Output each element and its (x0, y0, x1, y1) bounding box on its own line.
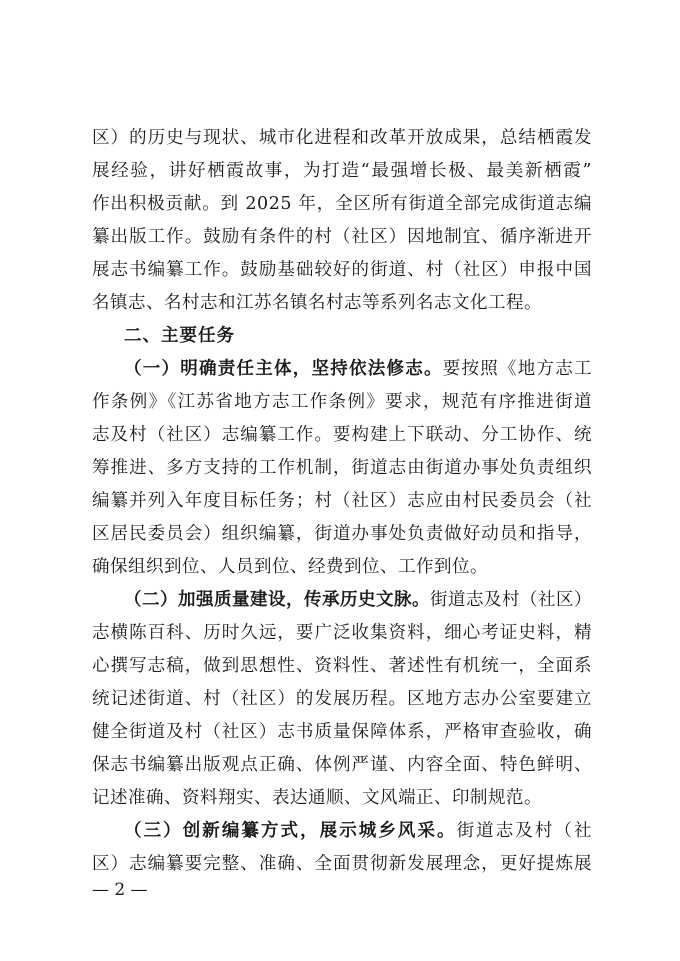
page-number: — 2 — (92, 880, 148, 900)
task2-line-1: 志横陈百科、历时久远，要广泛收集资料，细心考证史料，精 (92, 623, 592, 643)
task1-line-3: 筹推进、多方支持的工作机制，街道志由街道办事处负责组织 (92, 458, 592, 478)
task2-line-3: 统记述街道、村（社区）的发展历程。区地方志办公室要建立 (92, 689, 592, 709)
task2-first-rest: 街道志及村（社区） (430, 590, 592, 610)
task1-line-5: 区居民委员会）组织编纂，街道办事处负责做好动员和指导， (92, 524, 592, 544)
task3-first-rest: 街道志及村（社 (456, 821, 592, 841)
task2-first-line (124, 586, 592, 614)
task2-line-4: 健全街道及村（社区）志书质量保障体系，严格审查验收，确 (92, 722, 592, 742)
task3-lead: （三）创新编纂方式，展示城乡风采。 (124, 821, 457, 841)
task1-line-6: 确保组织到位、人员到位、经费到位、工作到位。 (92, 557, 488, 577)
task3-first-line (124, 817, 592, 845)
task1-lead: （一）明确责任主体，坚持依法修志。 (124, 359, 443, 379)
task1-line-2: 志及村（社区）志编纂工作。要构建上下联动、分工协作、统 (92, 425, 592, 445)
task3-line-1: 区）志编纂要完整、准确、全面贯彻新发展理念，更好提炼展 (92, 854, 592, 874)
intro-line-2: 展经验，讲好栖霞故事，为打造“最强增长极、最美新栖霞” (92, 161, 592, 181)
intro-line-4: 纂出版工作。鼓励有条件的村（社区）因地制宜、循序渐进开 (92, 227, 592, 247)
task2-lead: （二）加强质量建设，传承历史文脉。 (124, 590, 430, 610)
intro-line-6: 名镇志、名村志和江苏名镇名村志等系列名志文化工程。 (92, 293, 542, 313)
intro-line-5: 展志书编纂工作。鼓励基础较好的街道、村（社区）申报中国 (92, 260, 592, 280)
task2-line-6: 记述准确、资料翔实、表达通顺、文风端正、印制规范。 (92, 788, 542, 808)
task1-line-4: 编纂并列入年度目标任务；村（社区）志应由村民委员会（社 (92, 491, 592, 511)
task2-line-2: 心撰写志稿，做到思想性、资料性、著述性有机统一，全面系 (92, 656, 592, 676)
task1-line-1: 作条例》《江苏省地方志工作条例》要求，规范有序推进街道 (92, 392, 592, 412)
intro-line-3: 作出积极贡献。到 2025 年，全区所有街道全部完成街道志编 (92, 194, 592, 214)
section-heading: 二、主要任务 (124, 326, 235, 346)
intro-line-1: 区）的历史与现状、城市化进程和改革开放成果，总结栖霞发 (92, 128, 592, 148)
task1-first-line (124, 355, 592, 383)
task1-first-rest: 要按照《地方志工 (442, 359, 592, 379)
task2-line-5: 保志书编纂出版观点正确、体例严谨、内容全面、特色鲜明、 (92, 755, 592, 775)
